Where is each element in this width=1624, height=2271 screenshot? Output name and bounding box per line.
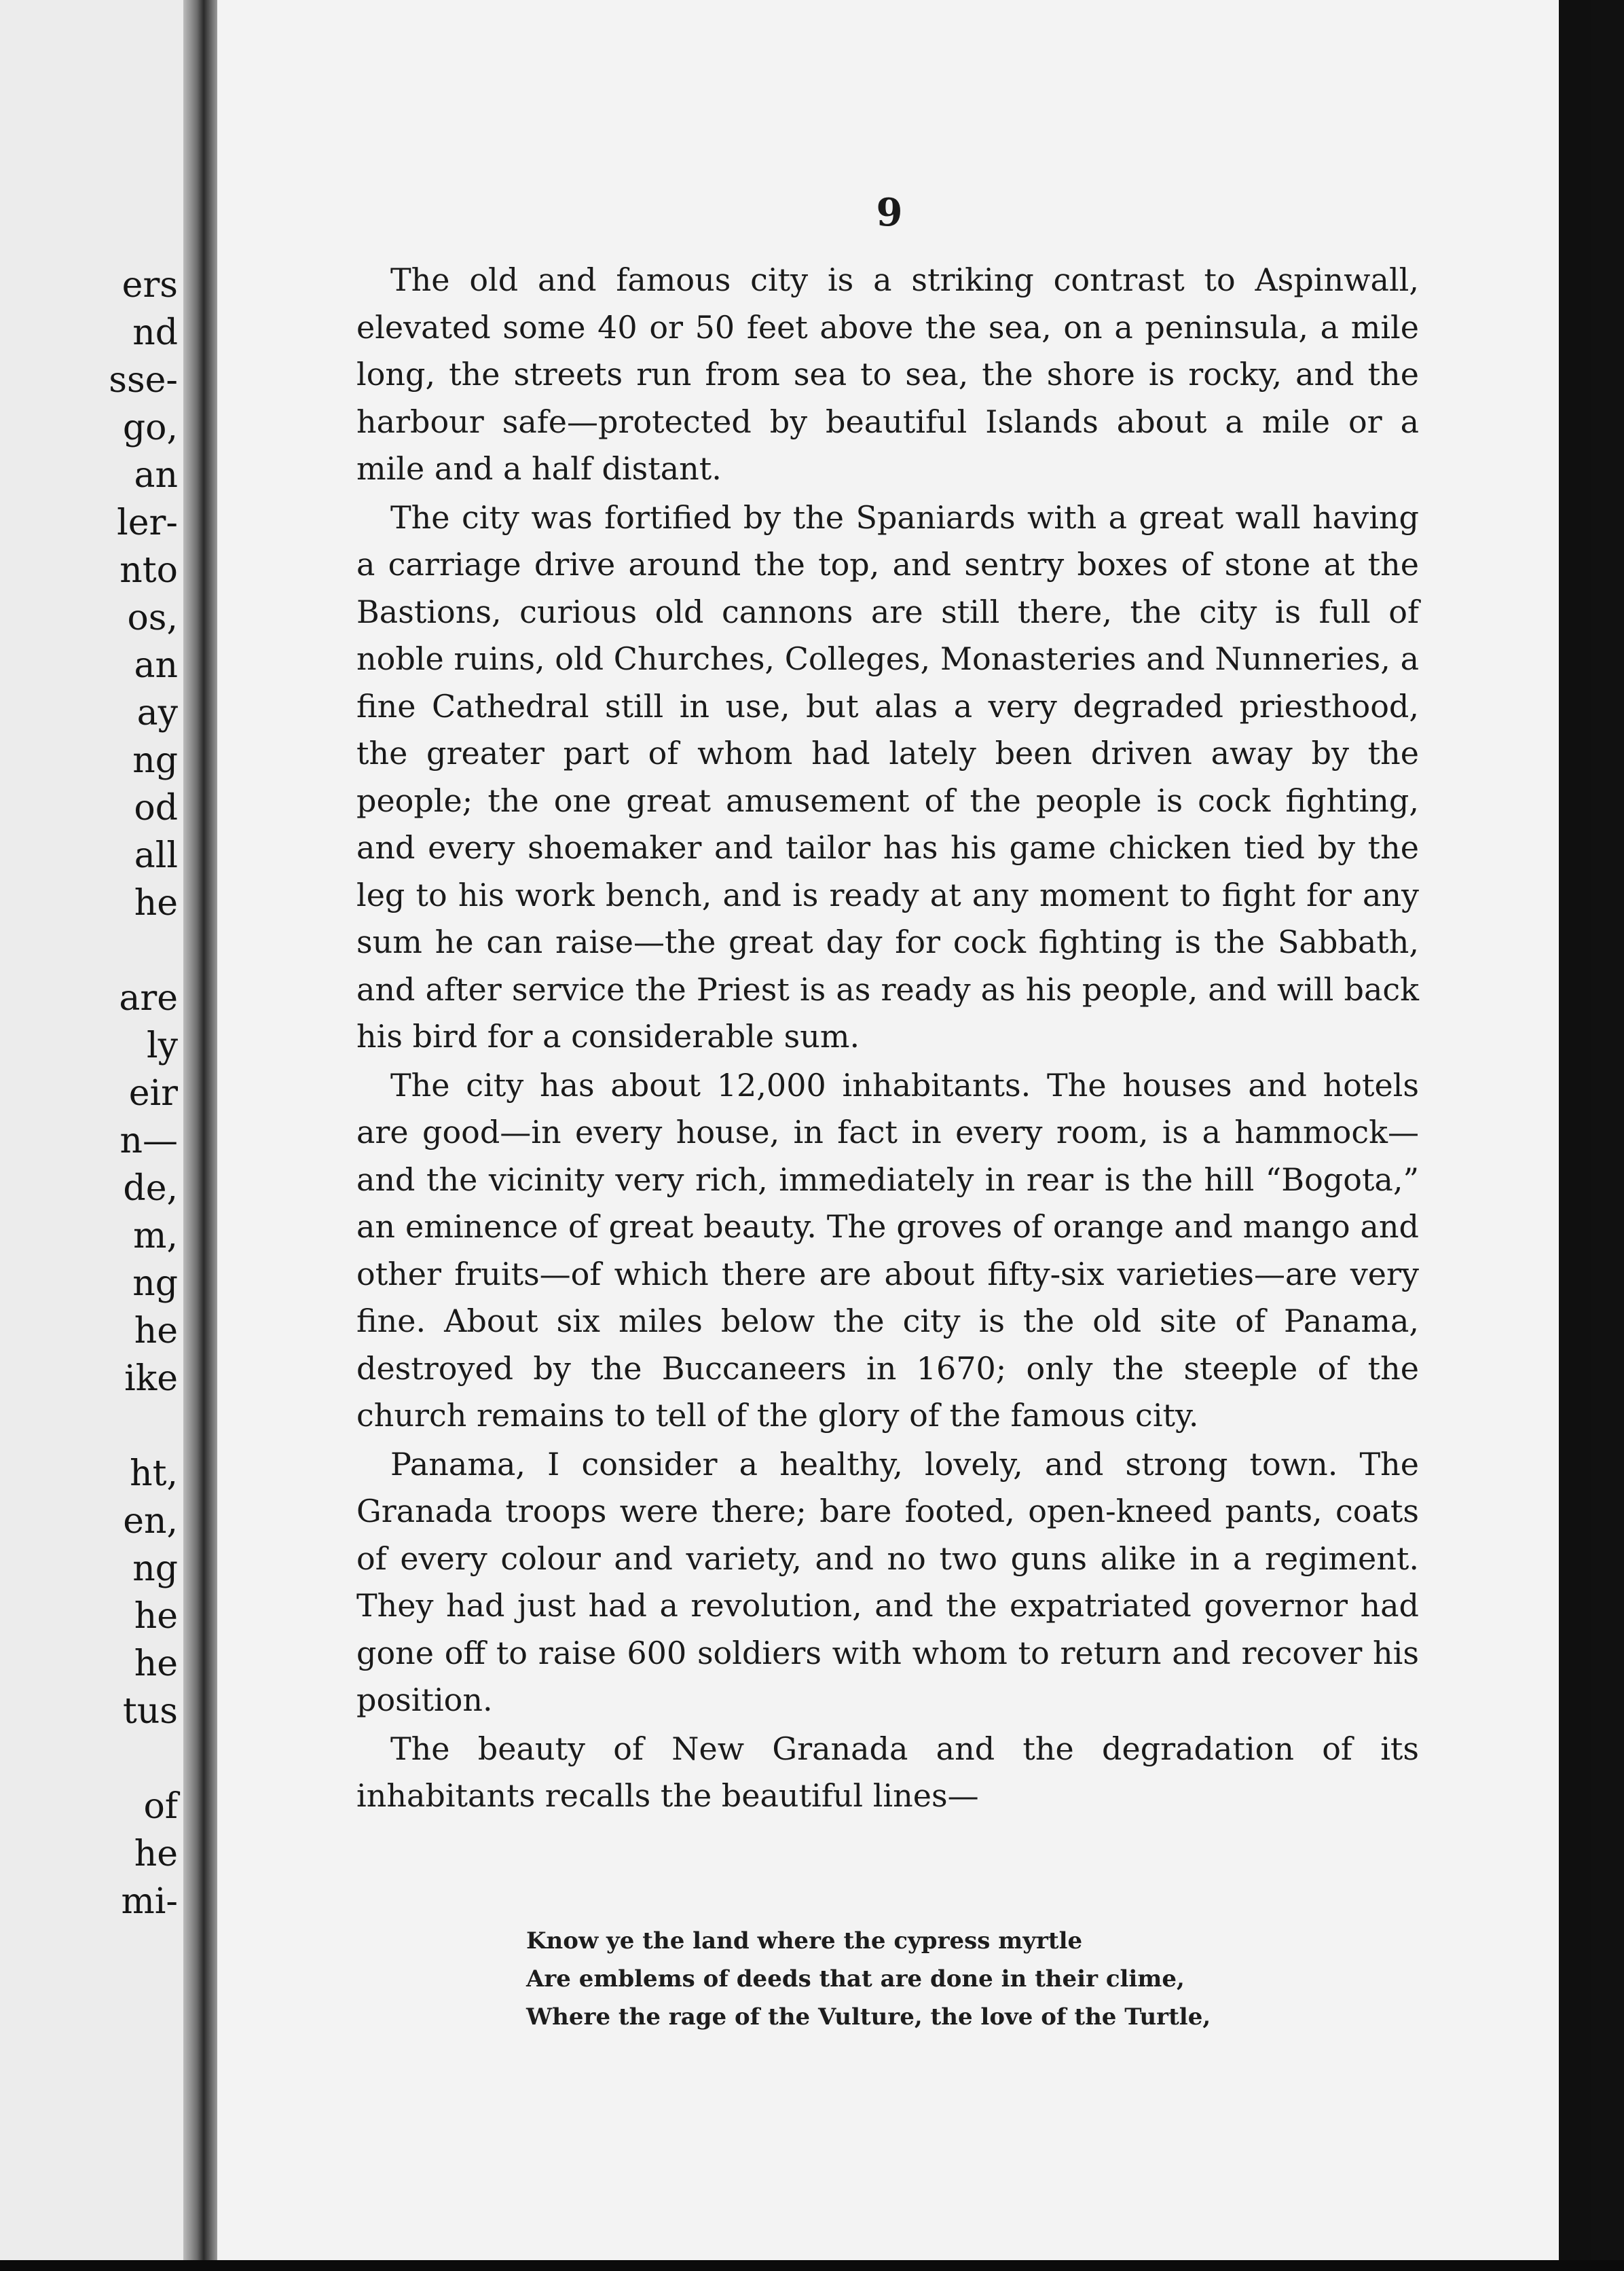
verse-line: Know ye the land where the cypress myrtle: [526, 1927, 1083, 1955]
book-page: [217, 0, 1591, 2271]
fragment-line: od: [134, 788, 178, 829]
fragment-line: mi-: [121, 1881, 178, 1922]
fragment-line: ers: [122, 265, 178, 306]
scan-bottom-border: [0, 2260, 1624, 2271]
verse-quotation: [526, 1922, 1211, 2036]
fragment-line: ay: [136, 693, 178, 733]
fragment-line: ng: [132, 740, 178, 781]
fragment-line: an: [134, 645, 178, 686]
fragment-line: en,: [123, 1501, 178, 1542]
fragment-line: he: [134, 1311, 178, 1351]
fragment-line: of: [143, 1786, 178, 1827]
fragment-line: [109, 1735, 178, 1783]
fragment-line: an: [134, 455, 178, 496]
paragraph: The beauty of New Granada and the degradation of its inhabitants recalls the beautiful lines—: [356, 1730, 1419, 1814]
fragment-line: he: [134, 883, 178, 924]
fragment-line: tus: [122, 1691, 178, 1732]
page-number: 9: [876, 190, 903, 235]
page-right-edge: [1559, 0, 1591, 2271]
verse-line: Where the rage of the Vulture, the love of the Turtle,: [526, 2003, 1211, 2031]
fragment-line: eir: [128, 1073, 178, 1114]
fragment-line: n—: [119, 1121, 178, 1161]
fragment-line: he: [134, 1596, 178, 1637]
fragment-line: go,: [122, 407, 178, 448]
facing-page-text-fragments: [109, 261, 178, 1925]
fragment-line: are: [119, 978, 178, 1019]
fragment-line: [109, 1402, 178, 1450]
verse-line: Are emblems of deeds that are done in their clime,: [526, 1965, 1185, 1993]
fragment-line: nd: [132, 312, 178, 353]
fragment-line: he: [134, 1834, 178, 1874]
fragment-line: ht,: [130, 1453, 178, 1494]
paragraph: The city has about 12,000 inhabitants. The houses and hotels are good—in every house, in fact in every room, is a hammock—and the vicinity very rich, immediately in rear is the hill “Bogota,” an eminence of great beauty. The groves of orange and mango and other fruits—of which there are about fifty-six varieties—are very fine. About six miles below the city is the old site of Panama, destroyed by the Buccaneers in 1670; only the steeple of the church remains to tell of the glory of the famous city.: [356, 1066, 1419, 1434]
paragraph: Panama, I consider a healthy, lovely, and strong town. The Granada troops were there; bare footed, open-kneed pants, coats of every colour and variety, and no two guns alike in a regiment. They had just had a revolution, and the expatriated governor had gone off to raise 600 soldiers with whom to return and recover his position.: [356, 1445, 1419, 1718]
fragment-line: ng: [132, 1263, 178, 1304]
page-body: [356, 257, 1419, 1820]
paragraph: The old and famous city is a striking contrast to Aspinwall, elevated some 40 or 50 feet above the sea, on a peninsula, a mile long, the streets run from sea to sea, the shore is rocky, and the harbour safe—protected by beautiful Islands about a mile or a mile and a half distant.: [356, 261, 1419, 487]
fragment-line: [109, 927, 178, 975]
fragment-line: nto: [119, 550, 178, 591]
fragment-line: m,: [133, 1216, 178, 1256]
fragment-line: all: [134, 835, 178, 876]
fragment-line: ng: [132, 1548, 178, 1589]
fragment-line: ler-: [117, 503, 178, 543]
fragment-line: de,: [123, 1168, 178, 1209]
fragment-line: ike: [124, 1358, 178, 1399]
book-gutter: [183, 0, 217, 2271]
fragment-line: sse-: [109, 360, 178, 401]
facing-page-edge: [0, 0, 183, 2271]
fragment-line: ly: [146, 1025, 178, 1066]
fragment-line: os,: [127, 598, 178, 638]
paragraph: The city was fortified by the Spaniards with a great wall having a carriage drive around the top, and sentry boxes of stone at the Bastions, curious old cannons are still there, the city is full of noble ruins, old Churches, Colleges, Monasteries and Nunneries, a fine Cathedral still in use, but alas a very degraded priesthood, the greater part of whom had lately been driven away by the people; the one great amusement of the people is cock fighting, and every shoemaker and tailor has his game chicken tied by the leg to his work bench, and is ready at any moment to fight for any sum he can raise—the great day for cock fighting is the Sabbath, and after service the Priest is as ready as his people, and will back his bird for a considerable sum.: [356, 498, 1419, 1055]
fragment-line: he: [134, 1643, 178, 1684]
